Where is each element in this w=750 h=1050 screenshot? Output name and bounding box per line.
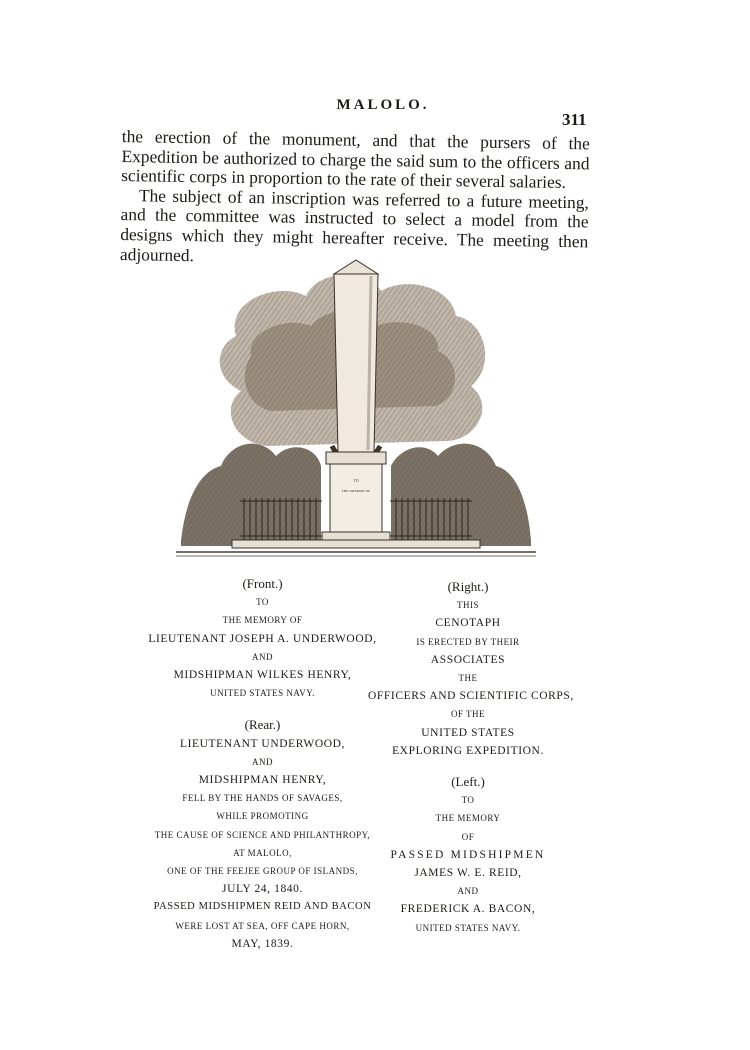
page-number: 311 [562, 110, 587, 129]
front-heading: (Front.) [242, 576, 283, 591]
plinth-inscription-to: TO [353, 478, 359, 483]
rear-line: MAY, 1839. [231, 937, 294, 950]
body-text [120, 127, 590, 271]
rear-line: MIDSHIPMAN HENRY, [198, 774, 327, 787]
left-line: OF [461, 831, 475, 842]
inscriptions-left-column [120, 575, 405, 953]
left-line: JAMES W. E. REID, [414, 867, 522, 880]
front-line: UNITED STATES NAVY. [210, 688, 315, 699]
rear-line: JULY 24, 1840. [222, 883, 303, 896]
right-line: THIS [457, 600, 479, 611]
left-line: AND [457, 886, 479, 897]
left-heading: (Left.) [451, 774, 485, 790]
right-line: THE [458, 673, 478, 684]
right-line: OFFICERS AND SCIENTIFIC CORPS, [368, 690, 574, 703]
rear-heading: (Rear.) [244, 717, 281, 733]
left-line: THE MEMORY [435, 813, 501, 824]
left-line: PASSED MIDSHIPMEN [390, 848, 546, 861]
right-line: EXPLORING EXPEDITION. [392, 744, 544, 757]
monument-engraving [176, 256, 536, 562]
front-line: TO [256, 597, 269, 608]
right-line: CENOTAPH [435, 617, 501, 630]
left-line: TO [461, 795, 475, 806]
left-line: UNITED STATES NAVY. [415, 922, 521, 933]
rear-line: THE CAUSE OF SCIENCE AND PHILANTHROPY, [154, 829, 371, 840]
running-head: MALOLO. [336, 97, 430, 113]
right-heading: (Right.) [447, 579, 489, 594]
rear-line: WERE LOST AT SEA, OFF CAPE HORN, [175, 920, 350, 931]
plinth-inscription-memory: THE MEMORY OF [341, 489, 371, 493]
inscriptions-right-column [368, 578, 574, 937]
left-line: FREDERICK A. BACON, [400, 903, 536, 916]
front-line: AND [252, 651, 273, 662]
right-line: OF THE [450, 709, 486, 720]
rear-line: AT MALOLO, [233, 847, 292, 858]
rear-line: LIEUTENANT UNDERWOOD, [179, 737, 346, 750]
front-line: MIDSHIPMAN WILKES HENRY, [173, 669, 352, 682]
rear-line: PASSED MIDSHIPMEN REID AND BACON [153, 901, 372, 913]
paragraph-2: The subject of an inscription was referred to a future meeting, and the committee was instructed to select a model from the designs which they might hereafter receive. The meeting then adjourned. [119, 185, 590, 265]
rear-line: WHILE PROMOTING [216, 811, 309, 822]
rear-line: AND [252, 756, 273, 767]
right-line: ASSOCIATES [430, 653, 506, 666]
rear-line: ONE OF THE FEEJEE GROUP OF ISLANDS, [167, 866, 358, 877]
paragraph-1: the erection of the monument, and that the pursers of the Expedition be authorized to charge the said sum to the officers and scientific corps in proportion to the rate of their several salaries. [121, 126, 590, 193]
right-line: IS ERECTED BY THEIR [416, 636, 520, 647]
right-line: UNITED STATES [421, 726, 515, 739]
rear-line: FELL BY THE HANDS OF SAVAGES, [182, 793, 343, 804]
front-line: THE MEMORY OF [222, 615, 303, 626]
front-line: LIEUTENANT JOSEPH A. UNDERWOOD, [148, 632, 377, 645]
